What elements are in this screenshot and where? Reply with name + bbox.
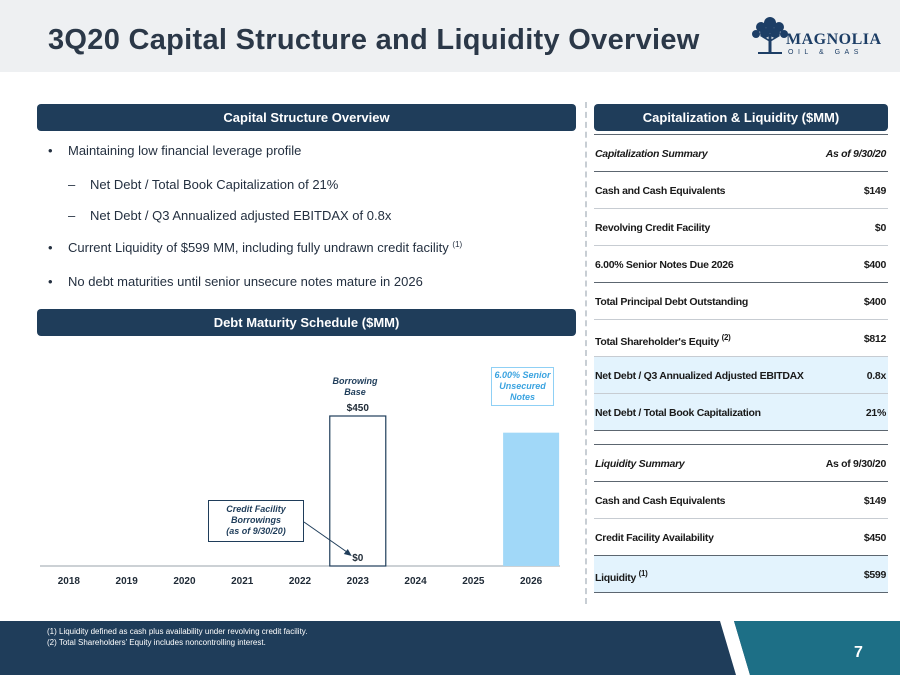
x-tick-label: 2023	[346, 576, 369, 587]
row-label: Net Debt / Q3 Annualized Adjusted EBITDAX	[595, 370, 804, 382]
table-header-row	[594, 445, 888, 482]
table-header-date: As of 9/30/20	[825, 148, 886, 160]
debt-maturity-chart	[40, 340, 560, 595]
row-label: Cash and Cash Equivalents	[595, 185, 726, 197]
row-label	[595, 333, 731, 348]
bullet-mark: •	[48, 274, 53, 289]
senior-notes-label-line: Notes	[509, 392, 535, 402]
x-tick-label: 2024	[404, 576, 427, 587]
row-value: $812	[863, 333, 886, 345]
borrowing-base-label	[326, 376, 384, 398]
logo-wordmark: MAGNOLIA	[786, 31, 882, 48]
annotation-line: (as of 9/30/20)	[226, 526, 286, 536]
bullet-mark: –	[68, 177, 76, 192]
annotation-line: Credit Facility	[226, 504, 286, 514]
row-label: Cash and Cash Equivalents	[595, 495, 726, 507]
x-tick-label: 2021	[231, 576, 254, 587]
table-header-label: Liquidity Summary	[595, 458, 685, 470]
bullet-text-main: Current Liquidity of $599 MM, including fully undrawn credit facility	[68, 240, 449, 255]
x-tick-label: 2019	[115, 576, 138, 587]
page-title: 3Q20 Capital Structure and Liquidity Overview	[48, 24, 700, 56]
x-tick-label: 2026	[519, 576, 543, 587]
row-value: $450	[863, 532, 886, 544]
x-tick-label: 2020	[173, 576, 196, 587]
row-value: $0	[874, 222, 886, 234]
debt-maturity-header: Debt Maturity Schedule ($MM)	[37, 309, 576, 336]
cap-liquidity-header: Capitalization & Liquidity ($MM)	[594, 104, 888, 131]
table-row	[594, 246, 888, 283]
senior-notes-label-line: 6.00% Senior	[494, 370, 551, 380]
row-label-text: Liquidity	[595, 572, 637, 584]
senior-notes-bar	[503, 433, 559, 566]
credit-facility-annotation	[208, 500, 304, 542]
table-header-label: Capitalization Summary	[595, 148, 708, 160]
footnotes	[47, 627, 307, 648]
row-label: Credit Facility Availability	[595, 532, 714, 544]
table-header-date: As of 9/30/20	[825, 458, 886, 470]
row-label: Total Principal Debt Outstanding	[595, 296, 748, 308]
senior-notes-label	[491, 367, 554, 406]
footnote: (2) Total Shareholders’ Equity includes noncontrolling interest.	[47, 637, 266, 647]
tree-icon	[750, 14, 790, 60]
data-label: $450	[346, 403, 369, 414]
table-row	[594, 172, 888, 209]
row-value: 21%	[865, 407, 886, 419]
row-value: $400	[863, 296, 886, 308]
bullet-mark: –	[68, 208, 76, 223]
table-row	[594, 209, 888, 246]
capital-structure-header: Capital Structure Overview	[37, 104, 576, 131]
table-header-row	[594, 135, 888, 172]
row-label: Revolving Credit Facility	[595, 222, 711, 234]
bullet-mark: •	[48, 240, 53, 255]
table-row	[594, 482, 888, 519]
row-label-text: Total Shareholder's Equity	[595, 336, 720, 348]
borrowing-base-bar	[330, 416, 386, 566]
footnote-ref: (1)	[452, 240, 463, 249]
bullet-mark: •	[48, 143, 53, 158]
footnote-ref: (2)	[721, 333, 731, 342]
footer-accent-shape	[720, 621, 900, 675]
table-row	[594, 394, 888, 431]
column-divider	[585, 102, 587, 604]
annotation-line: Borrowings	[230, 515, 281, 525]
row-label	[595, 569, 648, 584]
table-row	[594, 556, 888, 593]
x-tick-label: 2018	[57, 576, 81, 587]
bullet-text: Net Debt / Total Book Capitalization of 21%	[90, 177, 339, 192]
bullet-text	[68, 240, 462, 255]
row-label: Net Debt / Total Book Capitalization	[595, 407, 761, 419]
borrowing-base-label-line: Base	[344, 387, 366, 397]
row-value: $400	[863, 259, 886, 271]
table-row	[594, 357, 888, 394]
x-tick-label: 2022	[288, 576, 312, 587]
data-label: $0	[352, 553, 364, 564]
borrowing-base-label-line: Borrowing	[332, 376, 378, 386]
footnote-ref: (1)	[638, 569, 648, 578]
table-row	[594, 519, 888, 556]
x-tick-label: 2025	[462, 576, 485, 587]
table-row	[594, 320, 888, 357]
row-value: $149	[863, 185, 886, 197]
senior-notes-label-line: Unsecured	[499, 381, 546, 391]
capitalization-table	[594, 134, 888, 593]
table-gap	[594, 431, 888, 445]
bullet-text: Maintaining low financial leverage profile	[68, 143, 302, 158]
company-logo	[750, 14, 882, 62]
row-value: 0.8x	[866, 370, 886, 382]
bullet-text: No debt maturities until senior unsecure notes mature in 2026	[68, 274, 423, 289]
logo-subtitle: OIL & GAS	[788, 49, 863, 56]
footnote: (1) Liquidity defined as cash plus availability under revolving credit facility.	[47, 627, 308, 636]
row-value: $149	[863, 495, 886, 507]
page-number: 7	[854, 644, 863, 661]
bullet-text: Net Debt / Q3 Annualized adjusted EBITDAX of 0.8x	[90, 208, 392, 223]
row-value: $599	[863, 569, 886, 581]
table-row	[594, 283, 888, 320]
row-label: 6.00% Senior Notes Due 2026	[595, 259, 734, 271]
